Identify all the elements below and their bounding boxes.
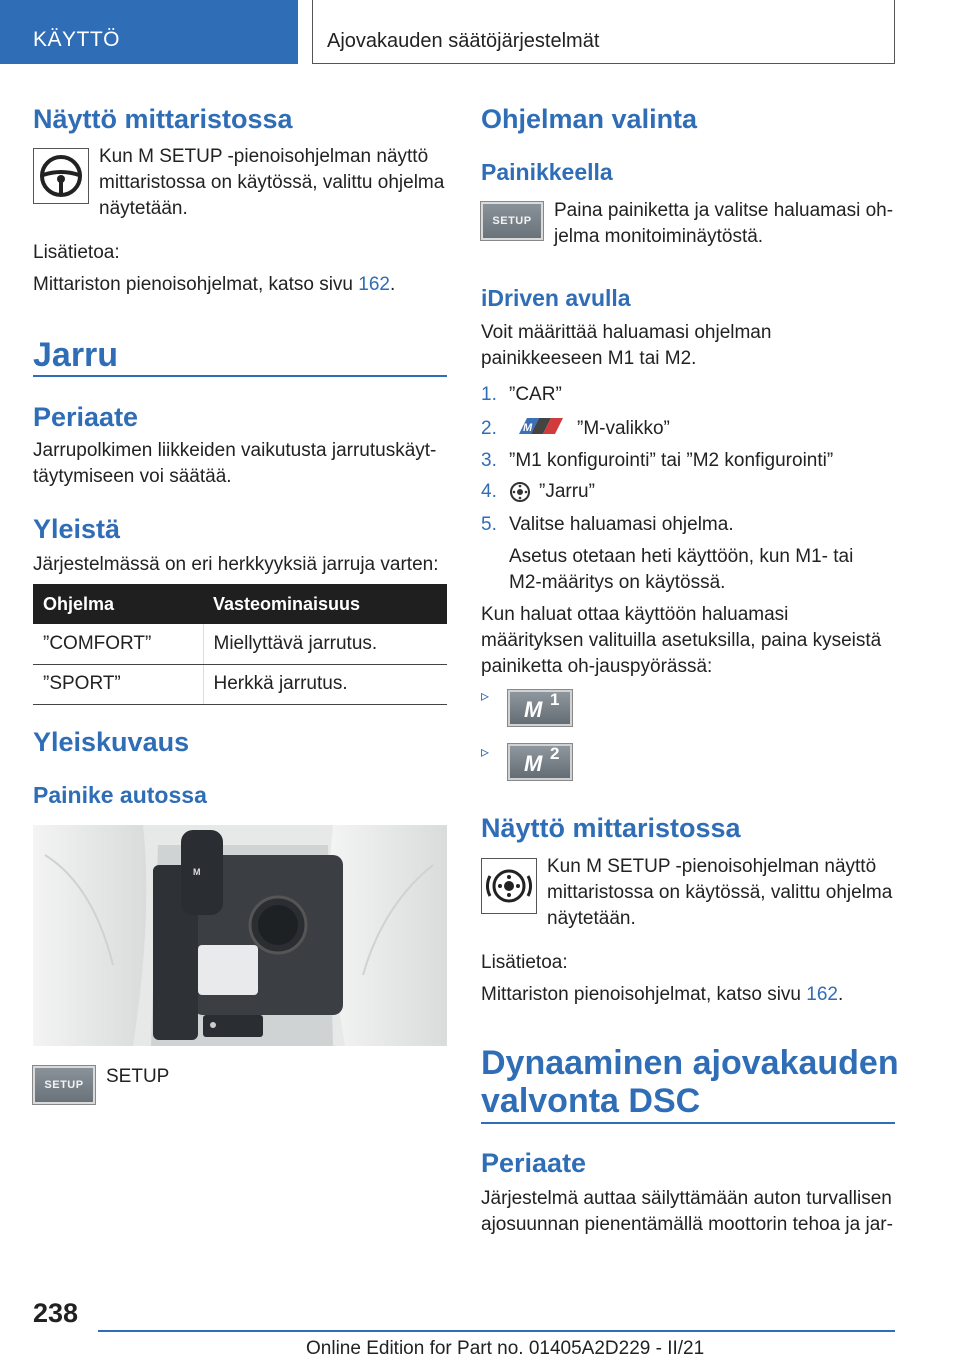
more-info-text: Mittariston pienoisohjelmat, katso sivu bbox=[33, 274, 359, 295]
by-button-heading: Painikkeella bbox=[481, 159, 613, 185]
header-chapter-label: Ajovakauden säätöjärjestelmät bbox=[327, 30, 600, 52]
header-chapter-box bbox=[312, 0, 895, 64]
steering-wheel-icon bbox=[33, 148, 89, 204]
display-heading-right: Näyttö mittaristossa bbox=[481, 813, 741, 843]
m1-number: 1 bbox=[550, 690, 560, 709]
principle-text: Jarrupolkimen liikkeiden vaikutusta jarrutuskäyt-täytymiseen voi säätää. bbox=[33, 440, 437, 487]
display-text: Kun M SETUP -pienoisohjelman näyttö mittaristossa on käytössä, valittu ohjelma näytetään. bbox=[99, 146, 445, 219]
program-selection-heading: Ohjelman valinta bbox=[481, 104, 698, 134]
title-rule bbox=[481, 1122, 895, 1124]
list-text: ”CAR” bbox=[509, 384, 562, 405]
list-number: 4. bbox=[481, 481, 497, 502]
m2-button-image bbox=[508, 744, 572, 780]
title-rule bbox=[33, 375, 447, 377]
by-button-text: Paina painiketta ja valitse haluamasi oh-jelma monitoiminäytöstä. bbox=[554, 200, 894, 247]
list-text: Valitse haluamasi ohjelma. bbox=[509, 514, 734, 535]
footer-rule bbox=[98, 1330, 895, 1332]
more-info-end: . bbox=[389, 274, 396, 295]
header-section-tab bbox=[0, 0, 298, 64]
button-in-car-heading: Painike autossa bbox=[33, 782, 207, 808]
brake-program-table bbox=[33, 584, 447, 705]
m2-letter: M bbox=[524, 751, 543, 776]
general-text: Järjestelmässä on eri herkkyyksiä jarruja varten: bbox=[33, 554, 439, 575]
table-cell: Miellyttävä jarrutus. bbox=[203, 624, 447, 664]
overview-heading: Yleiskuvaus bbox=[33, 727, 190, 757]
more-info-end: . bbox=[837, 984, 844, 1005]
center-console-photo bbox=[33, 825, 447, 1046]
table-cell: Herkkä jarrutus. bbox=[203, 664, 447, 704]
table-cell: ”SPORT” bbox=[33, 664, 203, 704]
setup-button-image bbox=[33, 1066, 95, 1104]
page-link[interactable]: 162 bbox=[806, 984, 838, 1005]
table-header-row bbox=[33, 584, 447, 624]
table-header-program: Ohjelma bbox=[33, 584, 203, 624]
table-header-response: Vasteominaisuus bbox=[203, 584, 447, 624]
step5-note: Asetus otetaan heti käyttöön, kun M1- tai M2-määritys on käytössä. bbox=[509, 546, 854, 593]
more-info-line bbox=[33, 272, 395, 298]
page-number: 238 bbox=[33, 1298, 79, 1328]
idrive-heading: iDriven avulla bbox=[481, 285, 631, 311]
brake-disc-icon bbox=[509, 481, 531, 509]
list-text: ”M-valikko” bbox=[577, 418, 670, 439]
brake-display-icon bbox=[481, 858, 537, 914]
m2-number: 2 bbox=[550, 744, 560, 763]
setup-button-image bbox=[481, 202, 543, 240]
list-number: 5. bbox=[481, 514, 497, 535]
edition-text: Online Edition for Part no. 01405A2D229 - II/21 bbox=[306, 1338, 705, 1359]
setup-button-label: SETUP bbox=[44, 1079, 84, 1091]
dsc-principle-heading: Periaate bbox=[481, 1148, 587, 1178]
table-row bbox=[33, 664, 447, 704]
table-cell: ”COMFORT” bbox=[33, 624, 203, 664]
setup-caption: SETUP bbox=[106, 1066, 170, 1087]
list-text: ”M1 konfigurointi” tai ”M2 konfigurointi” bbox=[509, 450, 834, 471]
table-row bbox=[33, 624, 447, 664]
dsc-principle-text: Järjestelmä auttaa säilyttämään auton turvallisen ajosuunnan pienentämällä moottorin tehoa ja jar- bbox=[481, 1188, 893, 1235]
more-info-label: Lisätietoa: bbox=[33, 242, 120, 263]
more-info-line-right bbox=[481, 982, 843, 1008]
list-number: 1. bbox=[481, 384, 497, 405]
svg-text:M: M bbox=[193, 867, 201, 877]
more-info-label-right: Lisätietoa: bbox=[481, 952, 568, 973]
list-text: ”Jarru” bbox=[539, 481, 595, 502]
principle-heading: Periaate bbox=[33, 402, 139, 432]
header-section-label: KÄYTTÖ bbox=[33, 28, 121, 51]
m1-letter: M bbox=[524, 697, 543, 722]
m-menu-icon bbox=[509, 416, 565, 442]
display-heading: Näyttö mittaristossa bbox=[33, 104, 293, 134]
m1-button-image bbox=[508, 690, 572, 726]
display-text-right: Kun M SETUP -pienoisohjelman näyttö mittaristossa on käytössä, valittu ohjelma näytetään. bbox=[547, 856, 893, 929]
list-number: 3. bbox=[481, 450, 497, 471]
list-number: 2. bbox=[481, 418, 497, 439]
setup-button-label: SETUP bbox=[492, 215, 532, 227]
bullet-marker: ▹ bbox=[481, 688, 490, 705]
bullet-marker: ▹ bbox=[481, 744, 490, 761]
apply-text: Kun haluat ottaa käyttöön haluamasi määrityksen valituilla asetuksilla, paina kyseistä painiketta oh-jauspyörässä: bbox=[481, 604, 882, 677]
brake-title: Jarru bbox=[33, 336, 119, 374]
page-link[interactable]: 162 bbox=[358, 274, 390, 295]
dsc-title-line2: valvonta DSC bbox=[481, 1082, 701, 1120]
general-heading: Yleistä bbox=[33, 514, 121, 544]
more-info-text: Mittariston pienoisohjelmat, katso sivu bbox=[481, 984, 807, 1005]
svg-text:M: M bbox=[523, 422, 533, 434]
idrive-text: Voit määrittää haluamasi ohjelman painikkeeseen M1 tai M2. bbox=[481, 322, 772, 369]
dsc-title-line1: Dynaaminen ajovakauden bbox=[481, 1044, 899, 1082]
